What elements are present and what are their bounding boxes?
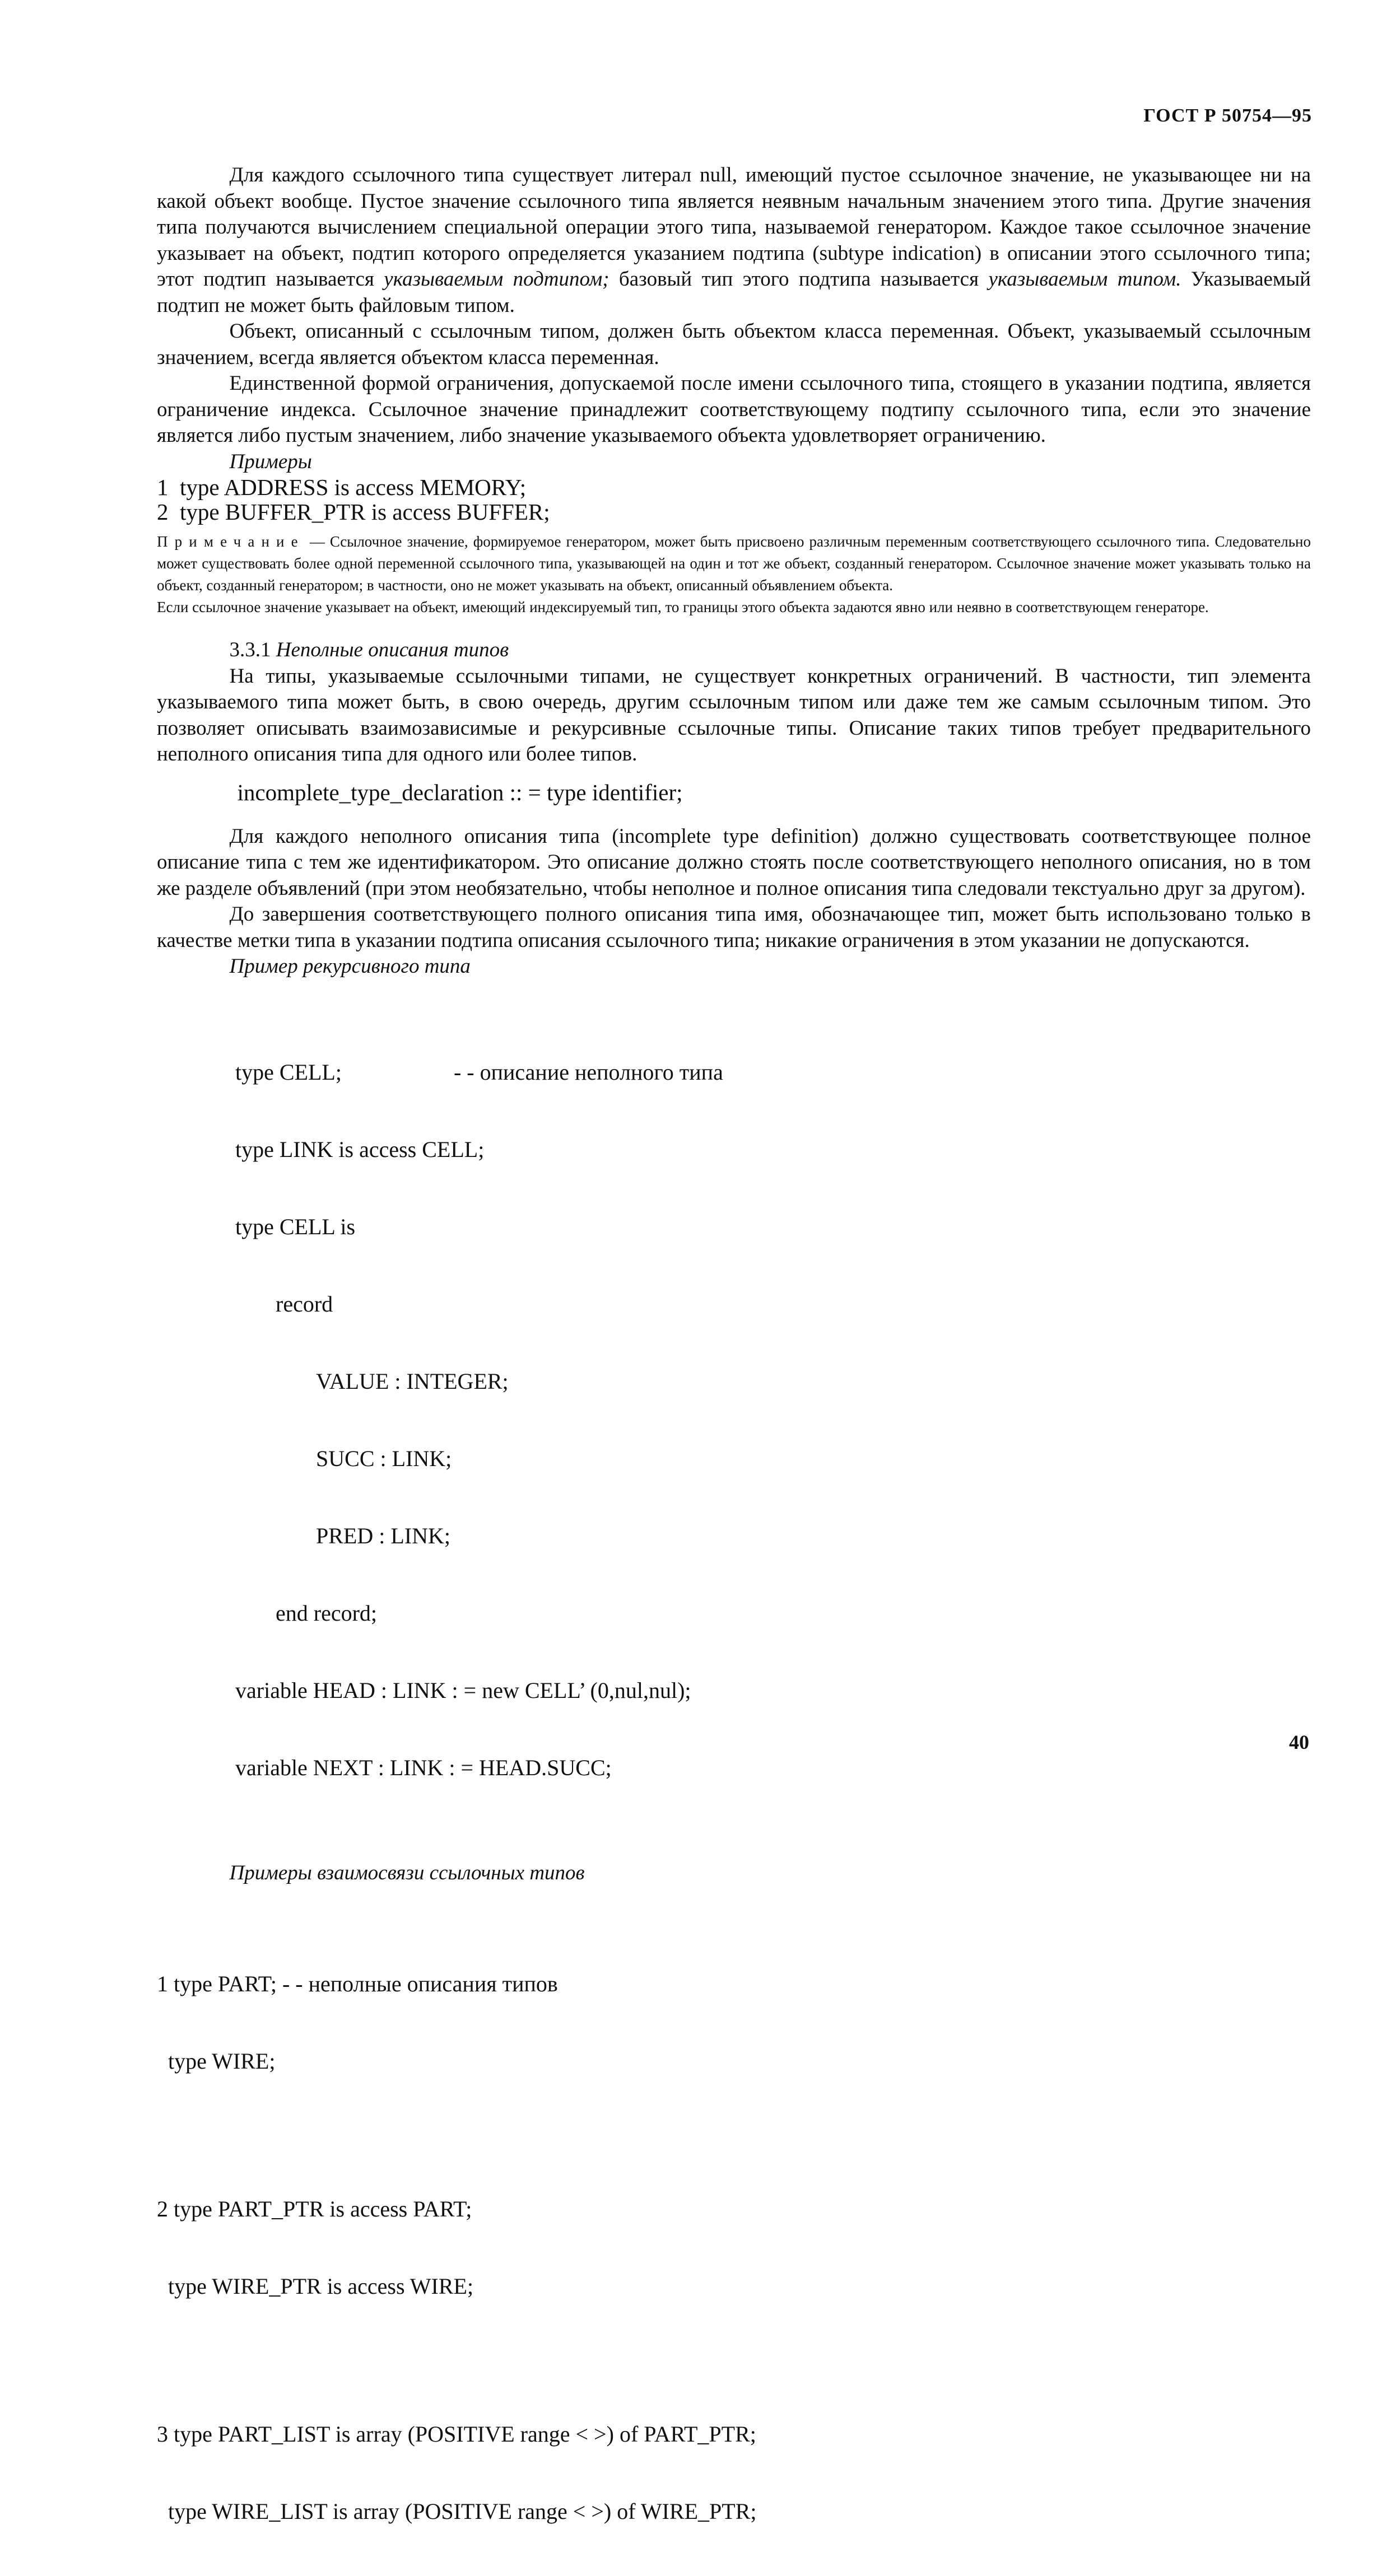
paragraph-full-declaration: Для каждого неполного описания типа (incomplete type definition) должно существовать соответствующее полное описание типа с тем же идентификатором. Это описание должно стоять после соответствующего неполного описания, но в том же разделе объявлений (при этом необязательно, чтобы неполное и полное описания типа следовали текстуально друг за другом). xyxy=(157,824,1311,900)
code-line: type WIRE_PTR is access WIRE; xyxy=(157,2274,474,2299)
code-line: 2 type PART_PTR is access PART; xyxy=(157,2196,472,2222)
paragraph-index-constraint: Единственной формой ограничения, допускаемой после имени ссылочного типа, стоящего в указании подтипа, является ограничение индекса. Ссылочное значение принадлежит соответствующему подтипу ссылочного типа, если это значение является либо пустым значением, либо значение указываемого объекта удовлетворяет ограничению. xyxy=(157,372,1311,447)
code-line: type CELL is xyxy=(235,1214,356,1239)
paragraph-access-object: Объект, описанный с ссылочным типом, должен быть объектом класса переменная. Объект, указываемый ссылочным значением, всегда является объектом класса переменная. xyxy=(157,320,1311,369)
note-paragraph-1 xyxy=(157,531,1311,596)
examples-label: Примеры xyxy=(229,450,312,473)
example-line-1: 1 type ADDRESS is access MEMORY; xyxy=(157,474,527,500)
note-label: Примечание xyxy=(157,533,305,550)
term-designated-subtype: указываемым подтипом; xyxy=(384,268,609,291)
note-paragraph-2 xyxy=(157,596,1311,618)
paragraph-incomplete-types: На типы, указываемые ссылочными типами, не существует конкретных ограничений. В частности, тип элемента указываемого типа может быть, в свою очередь, другим ссылочным типом или даже тем же самым ссылочным типом. Это позволяет описывать взаимозависимые и рекурсивные ссылочные типы. Описание таких типов требует предварительного неполного описания типа для одного или более типов. xyxy=(157,664,1311,766)
code-line: type LINK is access CELL; xyxy=(235,1136,485,1162)
paragraph-completion: До завершения соответствующего полного описания типа имя, обозначающее тип, может быть использовано только в качестве метки типа в указании подтипа описания ссылочного типа; никакие ограничения в этом указании не допускаются. xyxy=(157,903,1311,952)
standard-header: ГОСТ Р 50754—95 xyxy=(1143,105,1312,126)
page-content xyxy=(157,162,1311,2576)
code-line: 1 type PART; - - неполные описания типов xyxy=(157,1971,558,1996)
note-text-1: — Ссылочное значение, формируемое генератором, может быть присвоено различным переменным соответствующего ссылочного типа. Следовательно может существовать более одной переменной ссылочного типа, указывающей на один и тот же объект, созданный генератором. Ссылочное значение может указывать только на объект, созданный генератором; в частности, оно не может указывать на объект, описанный объявлением объекта. xyxy=(157,533,1311,594)
code-line: end record; xyxy=(276,1600,378,1626)
note-block xyxy=(157,531,1311,618)
code-line: VALUE : INTEGER; xyxy=(316,1368,509,1394)
page-number: 40 xyxy=(1289,1731,1309,1753)
code-line: type WIRE; xyxy=(157,2048,276,2074)
term-designated-type: указываемым типом. xyxy=(988,268,1181,291)
code-recursive-type xyxy=(157,1008,1311,1832)
section-number: 3.3.1 xyxy=(229,638,271,661)
code-line: SUCC : LINK; xyxy=(316,1445,452,1471)
section-heading xyxy=(157,637,1311,664)
code-line: record xyxy=(276,1291,333,1317)
code-line: variable HEAD : LINK : = new CELL’ (0,nul,nul); xyxy=(235,1677,691,1703)
code-line: variable NEXT : LINK : = HEAD.SUCC; xyxy=(235,1754,612,1780)
text: Указываемый подтип не может быть файловым типом. xyxy=(157,268,1311,317)
note-text-2: Если ссылочное значение указывает на объект, имеющий индексируемый тип, то границы этого объекта задаются явно или неявно в соответствующем генераторе. xyxy=(157,599,1209,615)
code-mutual-types xyxy=(157,1920,1311,2576)
paragraph-null-literal xyxy=(157,162,1311,319)
text: Для каждого ссылочного типа существует литерал null, имеющий пустое ссылочное значение, не указывающее ни на какой объект вообще. Пустое значение ссылочного типа является неявным начальным значением этого типа. Другие значения типа получаются вычислением специальной операции этого типа, называемой генератором. Каждое такое ссылочное значение указывает на объект, подтип которого определяется указанием подтипа (subtype indication) в описании этого ссылочного типа; этот подтип называется xyxy=(157,164,1311,291)
code-line: type WIRE_LIST is array (POSITIVE range < >) of WIRE_PTR; xyxy=(157,2499,757,2524)
mutual-example-label: Примеры взаимосвязи ссылочных типов xyxy=(229,1861,585,1884)
syntax-rule: incomplete_type_declaration :: = type identifier; xyxy=(237,779,683,805)
section-title: Неполные описания типов xyxy=(276,638,509,661)
code-line: 3 type PART_LIST is array (POSITIVE range < >) of PART_PTR; xyxy=(157,2421,756,2447)
example-line-2: 2 type BUFFER_PTR is access BUFFER; xyxy=(157,499,550,525)
recursive-example-label: Пример рекурсивного типа xyxy=(229,955,471,978)
code-line: type CELL; - - описание неполного типа xyxy=(235,1059,723,1085)
code-line: PRED : LINK; xyxy=(316,1523,450,1548)
text: базовый тип этого подтипа называется xyxy=(618,268,979,291)
